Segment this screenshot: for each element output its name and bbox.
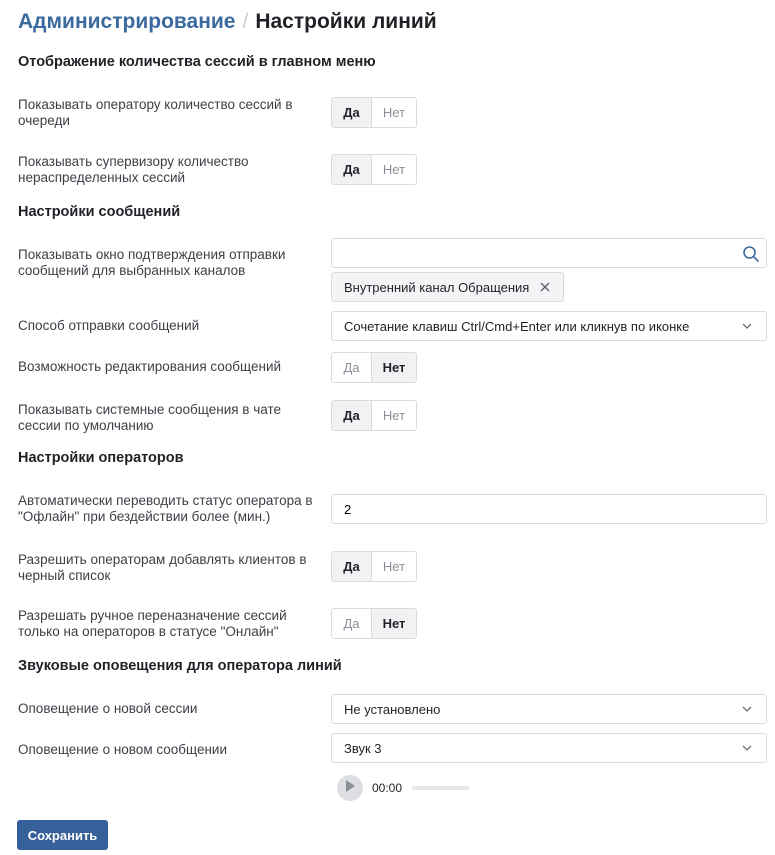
save-button[interactable]: Сохранить	[17, 820, 108, 850]
toggle-manual-reassign-online	[331, 608, 417, 639]
toggle-yes-option[interactable]: Да	[332, 401, 372, 430]
send-method-value: Сочетание клавиш Ctrl/Cmd+Enter или кликнув по иконке	[344, 318, 690, 334]
toggle-yes-option[interactable]: Да	[332, 155, 372, 184]
send-method-select[interactable]	[331, 311, 767, 341]
setting-label-allow-edit: Возможность редактирования сообщений	[18, 359, 282, 374]
toggle-yes-option[interactable]: Да	[332, 552, 372, 581]
auto-offline-input-wrapper	[331, 494, 767, 524]
setting-label-show-queue-count: Показывать оператору количество сессий в очереди	[18, 97, 293, 128]
sound-preview-player	[337, 775, 469, 801]
toggle-show-unassigned-count	[331, 154, 417, 185]
toggle-no-option[interactable]: Нет	[372, 552, 416, 581]
toggle-show-system-messages	[331, 400, 417, 431]
channels-search-input[interactable]	[344, 246, 732, 261]
breadcrumb-link-administration[interactable]: Администрирование	[18, 10, 236, 33]
breadcrumb-separator: /	[242, 10, 249, 33]
toggle-no-option[interactable]: Нет	[372, 353, 416, 382]
toggle-yes-option[interactable]: Да	[332, 609, 372, 638]
toggle-no-option[interactable]: Нет	[372, 98, 416, 127]
toggle-yes-option[interactable]: Да	[332, 353, 372, 382]
new-session-sound-select[interactable]	[331, 694, 767, 724]
selected-channel-chip	[331, 272, 564, 302]
toggle-allow-edit	[331, 352, 417, 383]
new-session-sound-value: Не установлено	[344, 701, 441, 717]
section-title-messages: Настройки сообщений	[18, 204, 181, 220]
channels-search-input-wrapper	[331, 238, 767, 268]
selected-channel-label: Внутренний канал Обращения	[344, 279, 530, 295]
chevron-down-icon	[740, 319, 754, 333]
search-icon[interactable]	[742, 245, 760, 263]
auto-offline-minutes-input[interactable]	[344, 502, 754, 517]
setting-label-manual-reassign-online: Разрешать ручное переназначение сессий только на операторов в статусе "Онлайн"	[18, 608, 287, 639]
page-title: Настройки линий	[255, 10, 437, 33]
toggle-no-option[interactable]: Нет	[372, 155, 416, 184]
play-button[interactable]	[337, 775, 363, 801]
play-icon	[345, 779, 355, 797]
toggle-allow-blacklist	[331, 551, 417, 582]
breadcrumb	[18, 10, 437, 34]
setting-label-new-message-sound: Оповещение о новом сообщении	[18, 742, 227, 757]
setting-label-allow-blacklist: Разрешить операторам добавлять клиентов в черный список	[18, 552, 307, 583]
player-progress-bar[interactable]	[412, 786, 469, 790]
toggle-no-option[interactable]: Нет	[372, 609, 416, 638]
close-icon[interactable]	[539, 281, 551, 293]
setting-label-auto-offline: Автоматически переводить статус оператора в "Офлайн" при бездействии более (мин.)	[18, 493, 313, 524]
section-title-operators: Настройки операторов	[18, 450, 184, 466]
setting-label-new-session-sound: Оповещение о новой сессии	[18, 701, 198, 716]
toggle-yes-option[interactable]: Да	[332, 98, 372, 127]
setting-label-send-method: Способ отправки сообщений	[18, 318, 200, 333]
section-title-sounds: Звуковые оповещения для оператора линий	[18, 658, 342, 674]
chevron-down-icon	[740, 741, 754, 755]
new-message-sound-value: Звук 3	[344, 740, 382, 756]
player-time: 00:00	[372, 781, 403, 795]
section-title-sessions-display: Отображение количества сессий в главном меню	[18, 54, 376, 70]
setting-label-show-system-messages: Показывать системные сообщения в чате сессии по умолчанию	[18, 402, 282, 433]
toggle-no-option[interactable]: Нет	[372, 401, 416, 430]
setting-label-confirm-send-channels: Показывать окно подтверждения отправки сообщений для выбранных каналов	[18, 247, 286, 278]
setting-label-show-unassigned-count: Показывать супервизору количество нераспределенных сессий	[18, 154, 249, 185]
chevron-down-icon	[740, 702, 754, 716]
new-message-sound-select[interactable]	[331, 733, 767, 763]
toggle-show-queue-count	[331, 97, 417, 128]
